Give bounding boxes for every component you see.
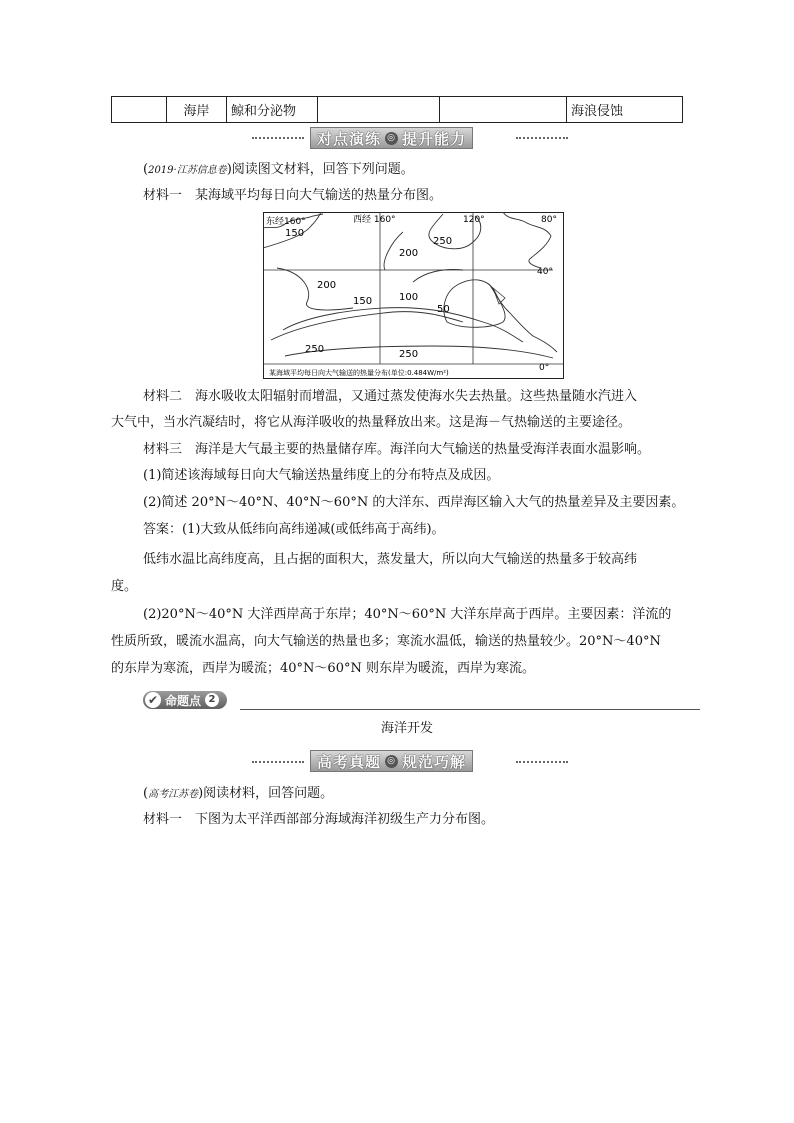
section-badge-label: 命题点	[165, 693, 202, 708]
banner-right-text: 提升能力	[402, 129, 467, 148]
material-one-b: 材料一 下图为太平洋西部部分海域海洋初级生产力分布图。	[143, 812, 495, 827]
banner-label	[310, 127, 473, 149]
banner-dot-icon: ◎	[385, 755, 398, 768]
table-cell	[440, 97, 567, 123]
banner-right-text: 规范巧解	[402, 752, 467, 771]
table-cell: 海岸	[167, 97, 227, 123]
answer-1-detail-cont: 度。	[111, 579, 138, 594]
source-label: 高考江苏卷	[148, 789, 199, 800]
question-2: (2)简述 20°N～40°N、40°N～60°N 的大洋东、西岸海区输入大气的热量差异及主要因素。	[143, 495, 685, 510]
contour-label: 100	[399, 292, 419, 303]
question-1: (1)简述该海域每日向大气输送热量纬度上的分布特点及成因。	[143, 468, 500, 483]
question-intro	[143, 161, 414, 180]
map-label-west160: 西经 160°	[353, 215, 396, 225]
material-three: 材料三 海洋是大气最主要的热量储存库。海洋向大气输送的热量受海洋表面水温影响。	[143, 442, 651, 457]
banner-left-text: 高考真题	[317, 752, 382, 771]
section-marker	[143, 690, 227, 710]
answer-2-line3: 的东岸为寒流，西岸为暖流；40°N～60°N 则东岸为暖流，西岸为寒流。	[111, 661, 535, 676]
material-two-line2: 大气中，当水汽凝结时，将它从海洋吸收的热量释放出来。这是海－气热输送的主要途径。	[111, 415, 632, 430]
banner-dot-icon: ◎	[385, 132, 398, 145]
answer-1: 答案：(1)大致从低纬向高纬递减(或低纬高于高纬)。	[143, 522, 445, 537]
banner-divider	[252, 761, 304, 763]
intro-text: )阅读图文材料，回答下列问题。	[226, 162, 414, 177]
table-cell: 海浪侵蚀	[567, 97, 683, 123]
content-table	[111, 96, 683, 123]
contour-label: 250	[305, 344, 325, 355]
banner-divider	[516, 761, 568, 763]
answer-2-line2: 性质所致，暖流水温高，向大气输送的热量也多；寒流水温低，输送的热量较少。20°N～40°N	[111, 634, 661, 649]
banner-left-text: 对点演练	[317, 129, 382, 148]
contour-label: 200	[399, 248, 419, 259]
material-one: 材料一 某海域平均每日向大气输送的热量分布图。	[143, 188, 443, 203]
table-cell	[112, 97, 167, 123]
intro-text: )阅读材料，回答问题。	[198, 786, 334, 801]
contour-label: 150	[353, 296, 373, 307]
material-two-line1: 材料二 海水吸收太阳辐射而增温，又通过蒸发使海水失去热量。这些热量随水汽进入	[143, 389, 638, 404]
map-label-40: 40°	[537, 267, 553, 277]
check-icon: ✔	[145, 692, 161, 708]
contour-label: 50	[437, 304, 450, 315]
section-number: 2	[205, 693, 219, 707]
source-label: 2019·江苏信息卷	[148, 165, 227, 176]
contour-label: 250	[433, 236, 453, 247]
table-row	[112, 97, 683, 123]
map-label-80: 80°	[541, 215, 557, 225]
table-cell: 鲸和分泌物	[227, 97, 318, 123]
section-title: 海洋开发	[381, 721, 434, 736]
heat-flux-map	[263, 212, 564, 379]
map-caption: 某海域平均每日向大气输送的热量分布(单位:0.484W/m²)	[269, 369, 449, 377]
question-intro-2	[143, 785, 333, 804]
banner-label	[310, 750, 473, 772]
section-badge	[143, 691, 227, 709]
answer-2-line1: (2)20°N～40°N 大洋西岸高于东岸；40°N～60°N 大洋东岸高于西岸。主要因素：洋流的	[143, 607, 672, 622]
map-label-east160: 东经160°	[266, 217, 306, 227]
intro-prefix: (	[143, 162, 149, 177]
table-cell	[318, 97, 440, 123]
answer-1-detail: 低纬水温比高纬度高，且占据的面积大，蒸发量大，所以向大气输送的热量多于较高纬	[143, 552, 638, 567]
section-rule	[240, 709, 700, 710]
intro-prefix: (	[143, 786, 149, 801]
map-label-0: 0°	[539, 363, 550, 373]
banner-divider	[516, 137, 568, 139]
banner-divider	[252, 137, 304, 139]
contour-label: 150	[285, 228, 305, 239]
contour-label: 250	[399, 349, 419, 360]
map-label-120: 120°	[463, 215, 485, 225]
contour-label: 200	[317, 280, 337, 291]
